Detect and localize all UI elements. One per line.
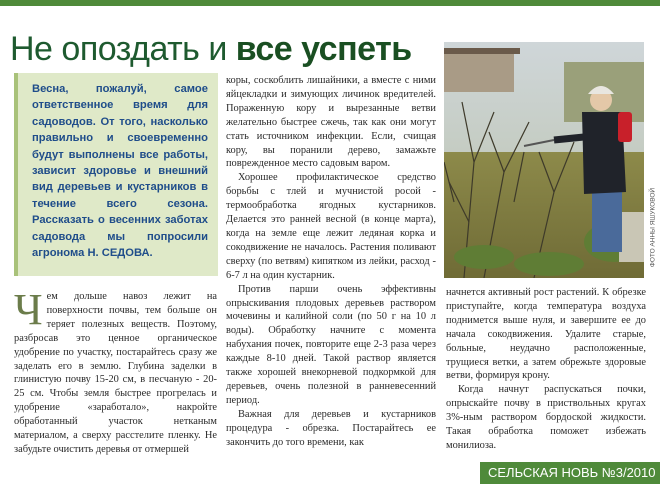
lead-box	[14, 73, 218, 276]
drop-cap: Ч	[14, 285, 43, 334]
publication-name: СЕЛЬСКАЯ НОВЬ №3/2010	[488, 465, 656, 480]
gardener-spraying-photo	[444, 42, 644, 278]
publication-footer	[480, 462, 660, 484]
title-light: Не опоздать и	[10, 30, 236, 68]
col1-text-1: ем дольше навоз лежит на поверхности почвы, тем больше он теряет полезных веществ. Поэтому, разбросав это ценное органическое удобрение по участку, постарайтесь сразу же заделать его в землю. Глубина заделки в глинистую почву 15-20 см, в песчаную - 20-25 см. Чтобы земля быстрее прогрелась и удобрение «заработало», накройте обработанный участок нетканым материалом, а сверху расстелите пленку. Не забудьте очистить деревья от отмершей	[14, 291, 217, 455]
top-accent-bar	[0, 0, 660, 6]
article-title	[10, 30, 412, 69]
column-2	[226, 74, 436, 449]
col2-paragraph-2: Хорошее профилактическое средство борьбы с тлей и мучнистой росой - термообработка ягодных кустарников. Делается это ранней весной (в конце марта), когда на земле еще лежит ледяная корка и сокодвижение не началось. Растения поливают сверху (по ветвям) кипятком из лейки, расход - 6-7 л на один кустарник.	[226, 172, 436, 281]
title-bold: все успеть	[235, 30, 412, 68]
col3-paragraph-2: Когда начнут распускаться почки, опрыскайте почву в приствольных кругах 3%-ным раствором бордоской жидкости. Такая обработка поможет избежать монилиоза.	[446, 384, 646, 451]
article-photo	[444, 42, 644, 278]
photo-credit	[647, 180, 659, 280]
lead-paragraph: Весна, пожалуй, самое ответственное время для садоводов. От того, насколько правильно и своевременно будут выполнены все работы, зависит здоровье и внешний вид деревьев и кустарников в течение всего сезона. Рассказать о весенних заботах садовода мы попросили агронома Н. СЕДОВА.	[32, 83, 208, 260]
col3-paragraph-1: начнется активный рост растений. К обрезке приступайте, когда температура воздуха поднимется выше нуля, и завершите ее до начала сокодвижения. Удалите старые, больные, неудачно расположенные, трущиеся ветки, а затем обрежьте здоровые ветви, формируя крону.	[446, 287, 646, 382]
col2-paragraph-4: Важная для деревьев и кустарников процедура - обрезка. Постарайтесь ее закончить до того времени, как	[226, 408, 436, 448]
column-1	[14, 285, 217, 457]
photo-credit-text: ФОТО АННЫ ЯШУКОВОЙ	[649, 187, 657, 268]
column-3	[446, 286, 646, 453]
col2-paragraph-1: коры, соскоблить лишайники, а вместе с ними яйцекладки и зимующих личинок вредителей. Пораженную кору и вырезанные ветви желательно быстрее сжечь, так как они могут стать источником инфекции. Если, счищая кору, вы поранили дерево, замажьте поврежденное место садовым варом.	[226, 75, 436, 170]
col2-paragraph-3: Против парши очень эффективны опрыскивания плодовых деревьев раствором мочевины и калийной соли (по 50 г на 10 л воды). Обработку начните с момента набухания почек, повторите еще 2-3 раза через каждые 8-10 дней. Такой раствор является также хорошей внекорневой подкормкой для деревьев, очень полезной в ранневесенний период.	[226, 283, 436, 406]
col1-paragraph-1	[14, 285, 217, 457]
